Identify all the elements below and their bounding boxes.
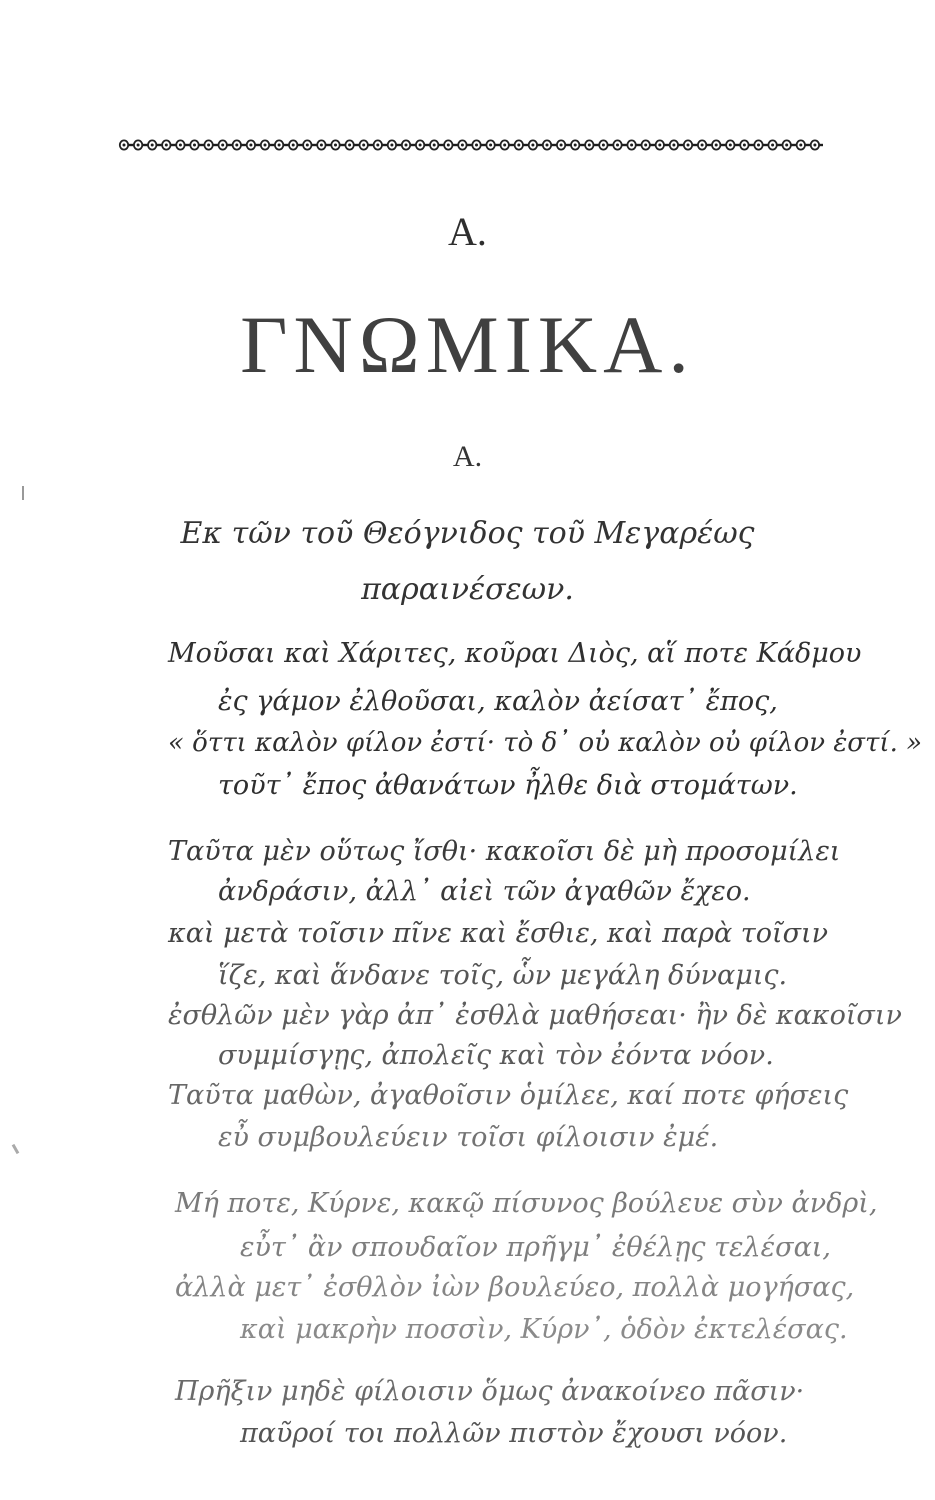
verse-line: ἐσθλῶν μὲν γὰρ ἀπ᾽ ἐσθλὰ μαθήσεαι· ἢν δὲ κακοῖσιν	[168, 1000, 902, 1031]
verse-line: ἀνδράσιν, ἀλλ᾽ αἰεὶ τῶν ἀγαθῶν ἔχεο.	[218, 876, 751, 907]
verse-line: καὶ μακρὴν ποσσὶν, Κύρν᾽, ὁδὸν ἐκτελέσας.	[240, 1314, 848, 1345]
verse-line: τοῦτ᾽ ἔπος ἀθανάτων ἦλθε διὰ στομάτων.	[218, 770, 798, 801]
verse-line: εὖτ᾽ ἂν σπουδαῖον πρῆγμ᾽ ἐθέλῃς τελέσαι,	[240, 1232, 831, 1263]
decorative-header-border	[118, 136, 823, 154]
subtitle-line-1: Εκ τῶν τοῦ Θεόγνιδος τοῦ Μεγαρέως	[180, 516, 755, 551]
subtitle-line-2: παραινέσεων.	[361, 572, 574, 607]
verse-line: παῦροί τοι πολλῶν πιστὸν ἔχουσι νόον.	[240, 1418, 788, 1449]
verse-line: Πρῆξιν μηδὲ φίλοισιν ὅμως ἀνακοίνεο πᾶσιν·	[175, 1376, 805, 1407]
page-title: ΓΝΩΜΙΚΑ.	[240, 299, 695, 390]
verse-line: Ταῦτα μαθὼν, ἀγαθοῖσιν ὁμίλεε, καί ποτε φήσεις	[168, 1080, 849, 1111]
verse-line: Μή ποτε, Κύρνε, κακῷ πίσυνος βούλευε σὺν ἀνδρὶ,	[175, 1188, 878, 1219]
subsection-number: Α.	[452, 440, 483, 473]
verse-line: συμμίσγῃς, ἀπολεῖς καὶ τὸν ἐόντα νόον.	[218, 1040, 774, 1071]
verse-line: Μοῦσαι καὶ Χάριτες, κοῦραι Διὸς, αἵ ποτε Κάδμου	[168, 638, 862, 669]
verse-line: ἀλλὰ μετ᾽ ἐσθλὸν ἰὼν βουλεύεο, πολλὰ μογήσας,	[175, 1272, 855, 1303]
verse-line: καὶ μετὰ τοῖσιν πῖνε καὶ ἔσθιε, καὶ παρὰ τοῖσιν	[168, 918, 829, 949]
section-number: Α.	[448, 209, 487, 254]
verse-line: ἵζε, καὶ ἅνδανε τοῖς, ὧν μεγάλη δύναμις.	[218, 960, 788, 991]
scan-mark	[12, 1144, 20, 1154]
verse-line: Ταῦτα μὲν οὕτως ἴσθι· κακοῖσι δὲ μὴ προσομίλει	[168, 836, 841, 867]
verse-line: εὖ συμβουλεύειν τοῖσι φίλοισιν ἐμέ.	[218, 1122, 719, 1153]
verse-line: ἐς γάμον ἐλθοῦσαι, καλὸν ἀείσατ᾽ ἔπος,	[218, 686, 778, 717]
verse-line: « ὅττι καλὸν φίλον ἐστί· τὸ δ᾽ οὐ καλὸν οὐ φίλον ἐστί. »	[168, 728, 923, 758]
scan-mark	[22, 486, 24, 500]
